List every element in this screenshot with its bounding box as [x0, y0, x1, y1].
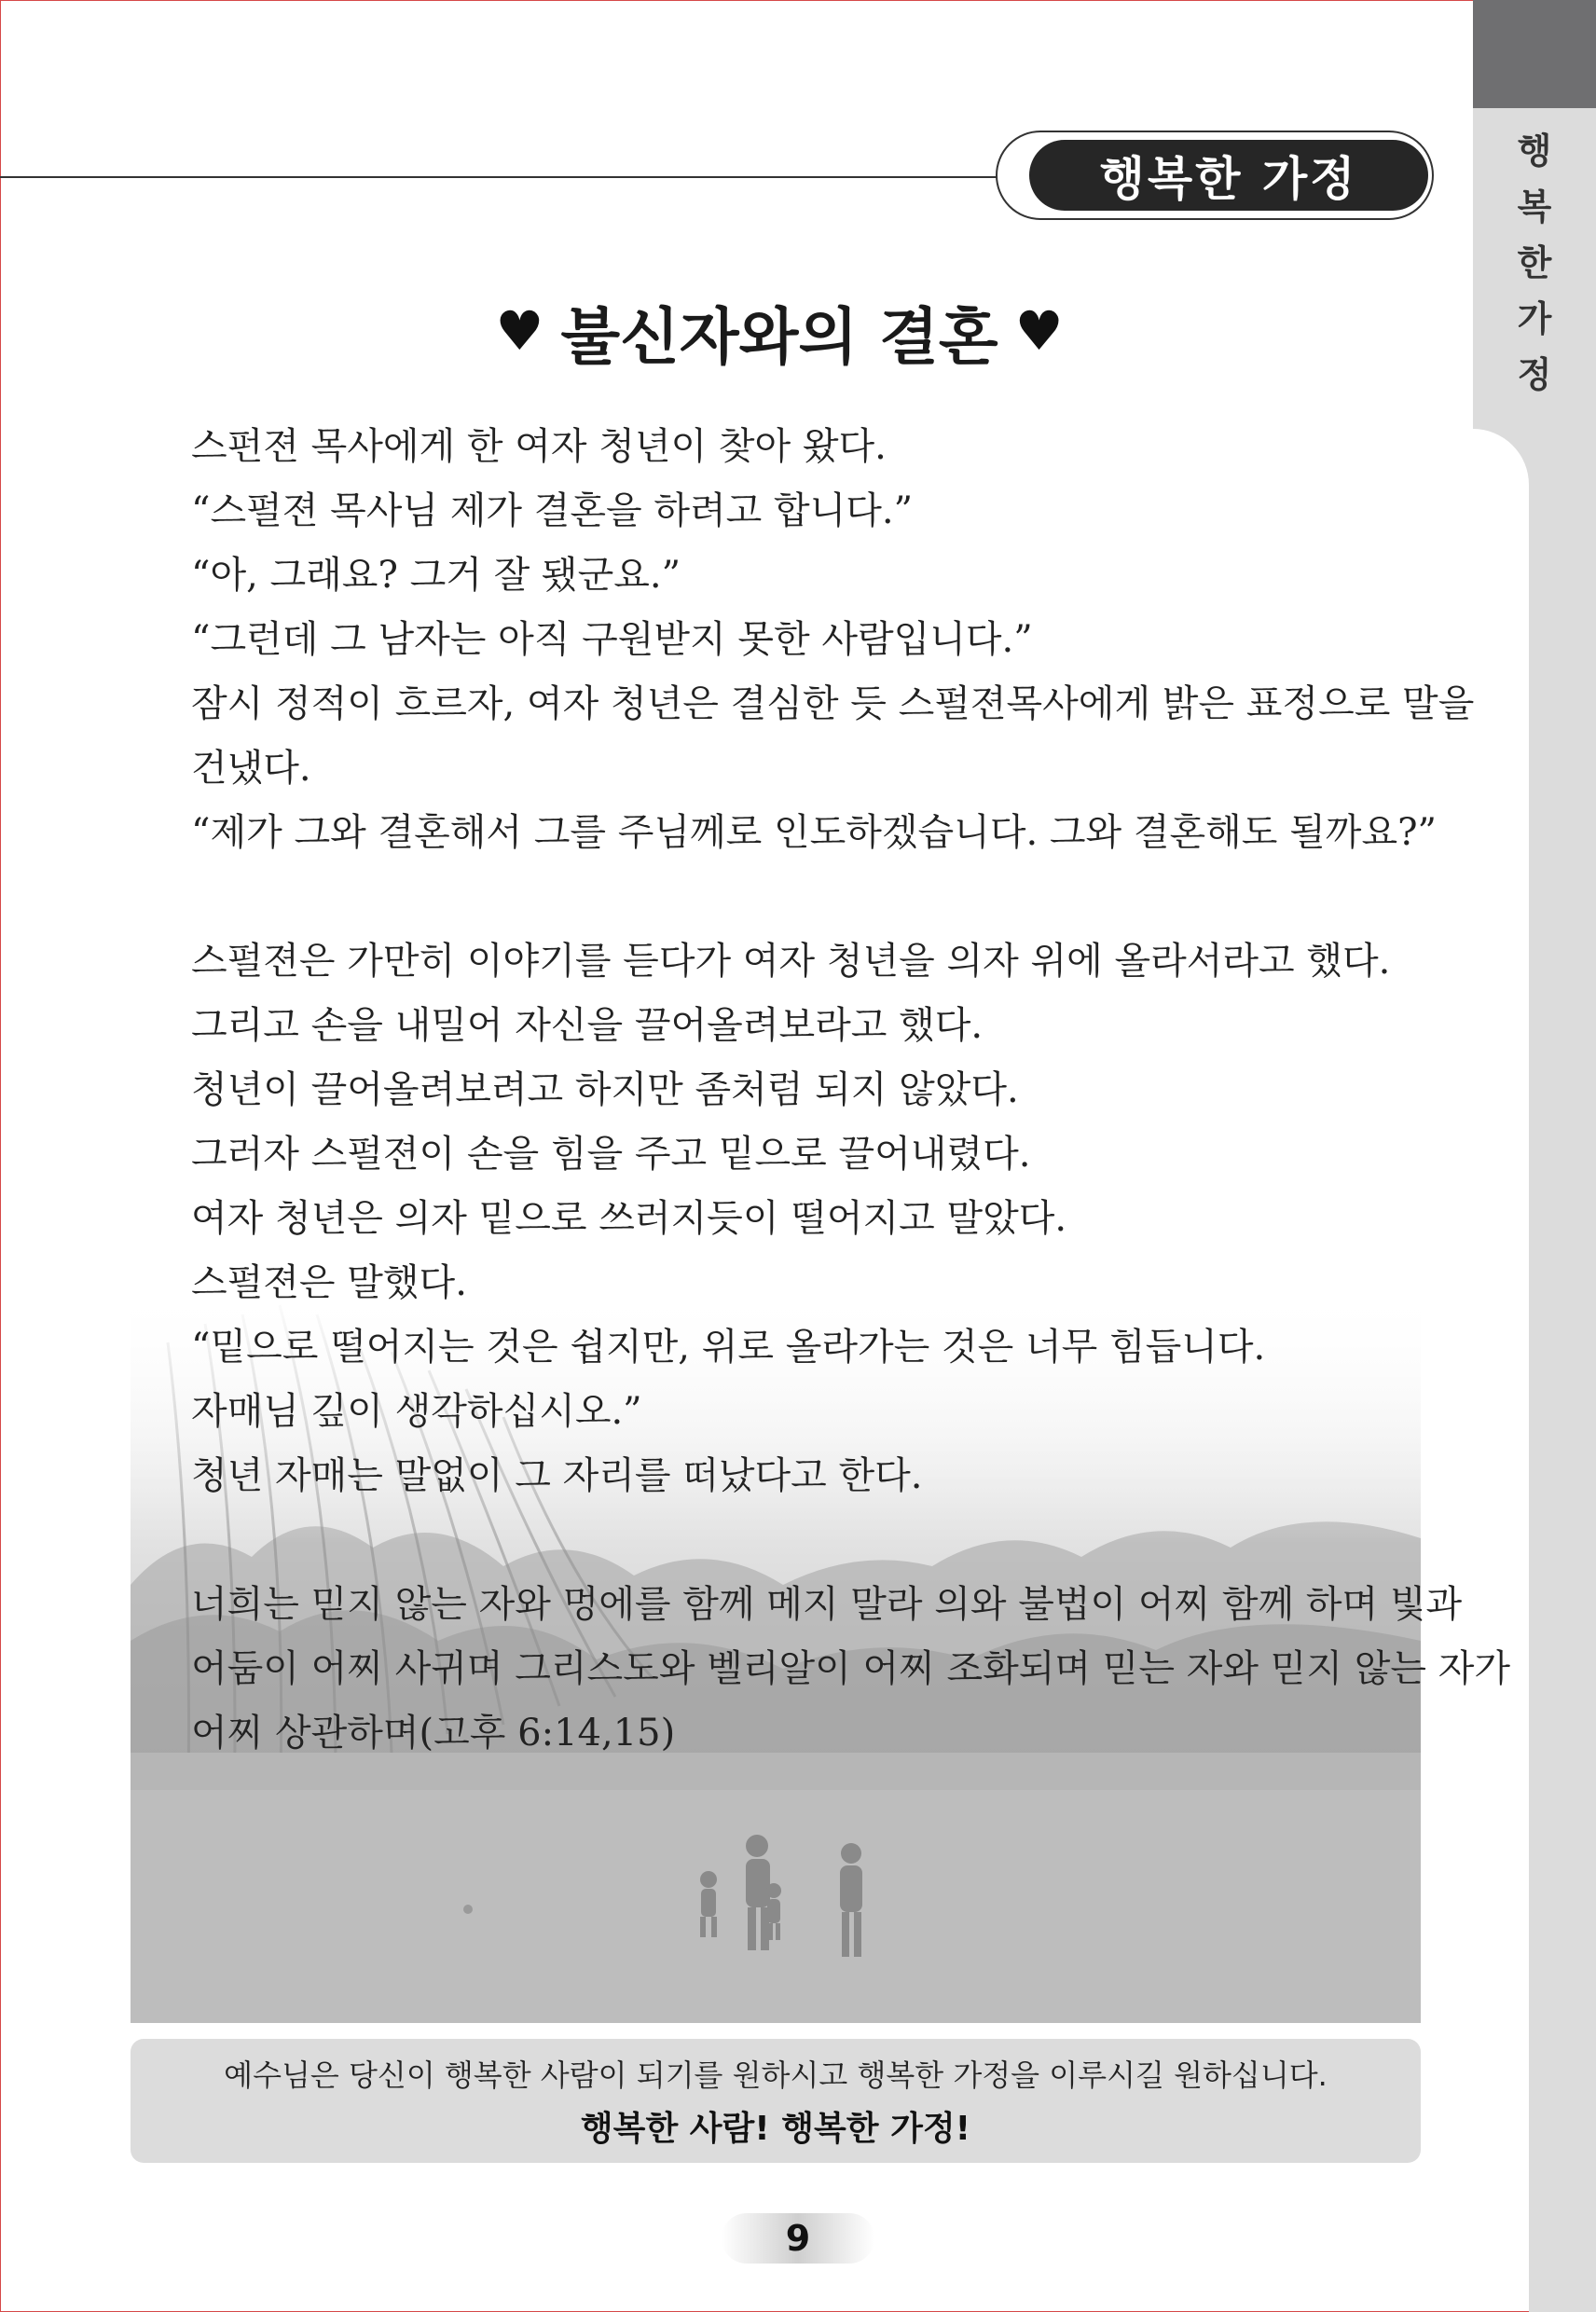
page-number-badge — [722, 2213, 874, 2264]
side-tab-char: 행 — [1517, 131, 1552, 172]
body-line: 여자 청년은 의자 밑으로 쓰러지듯이 떨어지고 말았다. — [191, 1197, 1067, 1240]
footer-message: 예수님은 당신이 행복한 사람이 되기를 원하시고 행복한 가정을 이루시길 원하십니다. — [224, 2057, 1328, 2093]
scripture-line: 어찌 상관하며(고후 6:14,15) — [191, 1712, 676, 1755]
header-rule — [0, 176, 1002, 178]
paragraph-gap — [191, 865, 1403, 929]
scripture-line: 어둠이 어찌 사귀며 그리스도와 벨리알이 어찌 조화되며 믿는 자와 믿지 않는 자가 — [191, 1647, 1510, 1690]
article-body — [191, 415, 1510, 1766]
body-line: 스펀젼 목사에게 한 여자 청년이 찾아 왔다. — [191, 425, 887, 468]
scripture-line: 너희는 믿지 않는 자와 멍에를 함께 메지 말라 의와 불법이 어찌 함께 하며 빛과 — [191, 1583, 1463, 1626]
heart-icon: ♥ — [495, 299, 544, 363]
side-tab-char: 가 — [1517, 298, 1552, 339]
body-line: 건냈다. — [191, 747, 311, 790]
page-title — [0, 284, 1596, 378]
body-line: 잠시 정적이 흐르자, 여자 청년은 결심한 듯 스펄젼목사에게 밝은 표정으로 말을 — [191, 682, 1475, 725]
body-line: “그런데 그 남자는 아직 구원받지 못한 사람입니다.” — [191, 618, 1033, 661]
body-line: “밑으로 떨어지는 것은 쉽지만, 위로 올라가는 것은 너무 힘듭니다. — [191, 1326, 1266, 1369]
page-number: 9 — [785, 2218, 811, 2259]
body-line: 그리고 손을 내밀어 자신을 끌어올려보라고 했다. — [191, 1004, 984, 1047]
section-title: 행복한 가정 — [1099, 152, 1358, 206]
footer-slogan: 행복한 사람! 행복한 가정! — [580, 2110, 971, 2148]
body-line: “아, 그래요? 그거 잘 됐군요.” — [191, 554, 681, 597]
footer-message-box — [131, 2039, 1421, 2163]
body-line: 청년 자매는 말없이 그 자리를 떠났다고 한다. — [191, 1454, 923, 1497]
body-line: 스펄젼은 가만히 이야기를 듣다가 여자 청년을 의자 위에 올라서라고 했다. — [191, 940, 1391, 983]
page-title-text: 불신자와의 결혼 — [560, 300, 998, 373]
heart-icon: ♥ — [1014, 299, 1064, 363]
side-tab-char: 정 — [1517, 354, 1552, 395]
side-tab-char: 한 — [1517, 242, 1552, 283]
side-tab-char: 복 — [1517, 186, 1552, 227]
paragraph-gap — [191, 1508, 1403, 1573]
body-line: “제가 그와 결혼해서 그를 주님께로 인도하겠습니다. 그와 결혼해도 될까요?” — [191, 811, 1437, 854]
body-line: 자매님 깊이 생각하십시오.” — [191, 1390, 642, 1433]
side-tab-dark-block — [1473, 0, 1596, 108]
body-line: 그러자 스펄젼이 손을 힘을 주고 밑으로 끌어내렸다. — [191, 1133, 1031, 1176]
body-line: 청년이 끌어올려보려고 하지만 좀처럼 되지 않았다. — [191, 1068, 1019, 1111]
body-line: “스펄젼 목사님 제가 결혼을 하려고 합니다.” — [191, 489, 914, 532]
body-line: 스펄젼은 말했다. — [191, 1261, 467, 1304]
side-tab-rail — [1529, 429, 1596, 2312]
section-title-pill — [1029, 140, 1428, 211]
